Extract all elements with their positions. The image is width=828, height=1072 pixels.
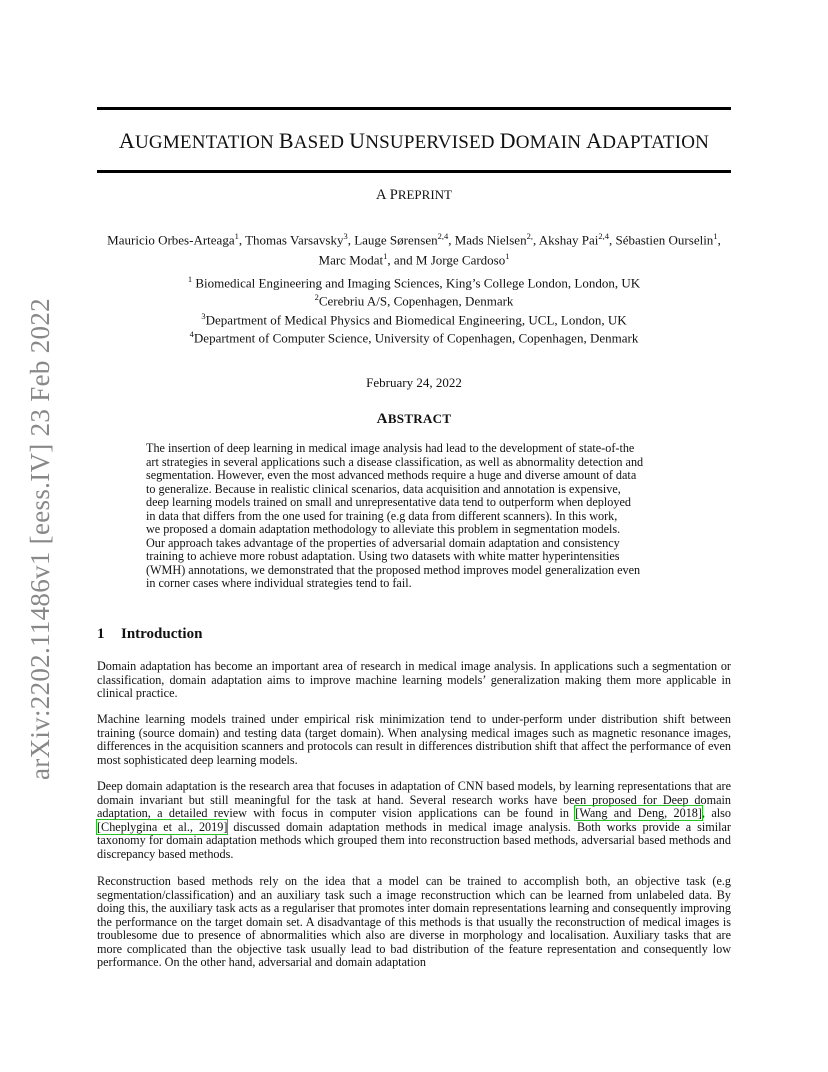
- affiliation-4: $^4$Department of Computer Science, University of Copenhagen, Copenhagen, Denmark: [189, 328, 639, 346]
- abstract-line: The insertion of deep learning in medical image analysis had lead to the development of state-of-the: [146, 441, 635, 455]
- citation-link-cheplygina[interactable]: [Cheplygina et al., 2019]: [97, 819, 228, 834]
- intro-paragraph-1: Domain adaptation has become an important area of research in medical image analysis. In applications such a segmentation or classification, domain adaptation aims to improve machine learning models’ generalization making them more applicable in clinical practice.: [97, 659, 731, 701]
- affiliation-1: $^1$ Biomedical Engineering and Imaging Sciences, King’s College London, London, UK: [187, 274, 641, 291]
- intro-paragraph-2: Machine learning models trained under empirical risk minimization tend to under-perform under distribution shift between training (source domain) and testing data (target domain). When analysing medical images such as magnetic resonance images, differences in the acquisition scanners and protocols can result in differences distribution shift that affect the performance of even most sophisticated deep learning models.: [97, 712, 731, 767]
- affiliation-2: $^2$Cerebriu A/S, Copenhagen, Denmark: [314, 292, 514, 309]
- abstract-line: (WMH) annotations, we demonstrated that the proposed method improves model generalization even: [146, 562, 641, 577]
- abstract-line: training to achieve more robust adaptation. Using two datasets with white matter hyperintensities: [146, 549, 620, 564]
- publication-date: February 24, 2022: [366, 375, 462, 390]
- abstract-line: in corner cases where individual strategies tend to fail.: [146, 576, 412, 591]
- abstract-text: [146, 442, 684, 591]
- author: Akshay Pai: [538, 232, 599, 248]
- arxiv-identifier: arXiv:2202.11486v1 [eess.IV] 23 Feb 2022: [25, 298, 55, 780]
- author: Mauricio Orbes-Arteaga: [107, 232, 235, 248]
- author: Thomas Varsavsky: [245, 232, 344, 248]
- affiliation-3: $^3$Department of Medical Physics and Biomedical Engineering, UCL, London, UK: [201, 310, 627, 327]
- preprint-label: A PREPRINT: [376, 187, 452, 203]
- author: Lauge Sørensen: [354, 232, 438, 248]
- author: M Jorge Cardoso: [415, 252, 506, 268]
- title-top-rule: [97, 107, 731, 110]
- abstract-line: segmentation. However, even the most advanced methods require a huge and diverse amount of data: [146, 468, 637, 483]
- citation-link-wang-deng[interactable]: [Wang and Deng, 2018]: [575, 806, 702, 821]
- abstract-heading: ABSTRACT: [376, 411, 452, 427]
- intro-paragraph-4: Reconstruction based methods rely on the idea that a model can be trained to accomplish both, an objective task (e.g segmentation/classification) and an auxiliary task such a image reconstruction which can be learned from unlabeled data. By doing this, the auxiliary task acts as a regulariser that promotes inter domain representations learning and consequently improving the performance on the target domain set. A disadvantage of this methods is that usually the reconstruction of medical images is troublesome due to presence of abnormalities which also are diverse in morphology and localisation. Auxiliary tasks that are more complicated than the objective task usually lead to bad distribution of the feature representation and consequently low performance. On the other hand, adversarial and domain adaptation: [97, 874, 731, 970]
- section-heading-introduction: 1 Introduction: [97, 626, 203, 642]
- abstract-line: deep learning models trained on small and unrepresentative data tend to outperform when deployed: [146, 495, 631, 510]
- title-bottom-rule: [97, 170, 731, 173]
- author: Mads Nielsen: [454, 232, 527, 248]
- author-list: Mauricio Orbes-Arteaga$^1$, Thomas Varsavsky$^3$, Lauge Sørensen$^{2,4}$, Mads Nielsen$^{2,}$, Akshay Pai$^{2,4}$, Sébastien Ourselin$^1$, Marc Modat$^1$, and M Jorge Cardoso$^1$: [107, 231, 721, 268]
- author: Marc Modat: [318, 252, 384, 268]
- author: Sébastien Ourselin: [615, 232, 714, 248]
- abstract-line: we proposed a domain adaptation methodology to alleviate this problem in segmentation models.: [146, 522, 621, 537]
- abstract-line: art strategies in several applications such a disease classification, as well as abnormality detection and: [146, 454, 644, 469]
- abstract-line: in data that differs from the one used for training (e.g data from different scanners). In this work,: [146, 508, 618, 523]
- abstract-line: to generalize. Because in realistic clinical scenarios, data acquisition and annotation is expensive,: [146, 481, 621, 496]
- intro-paragraph-3: Deep domain adaptation is the research area that focuses in adaptation of CNN based models, by learning representations that are domain invariant but still meaningful for the task at hand. Several research works have been proposed for Deep domain adaptation, a detailed review with focus in computer vision applications can be found in [Wang and Deng, 2018], also [Cheplygina et al., 2019] discussed domain adaptation methods in medical image analysis. Both works provide a similar taxonomy for domain adaptation methods which grouped them into reconstruction based methods, adversarial based methods and discrepancy based methods.: [97, 779, 731, 861]
- paper-title: AUGMENTATION BASED UNSUPERVISED DOMAIN ADAPTATION: [118, 128, 710, 153]
- affiliations: [97, 272, 731, 345]
- abstract-line: Our approach takes advantage of the properties of adversarial domain adaptation and consistency: [146, 535, 620, 550]
